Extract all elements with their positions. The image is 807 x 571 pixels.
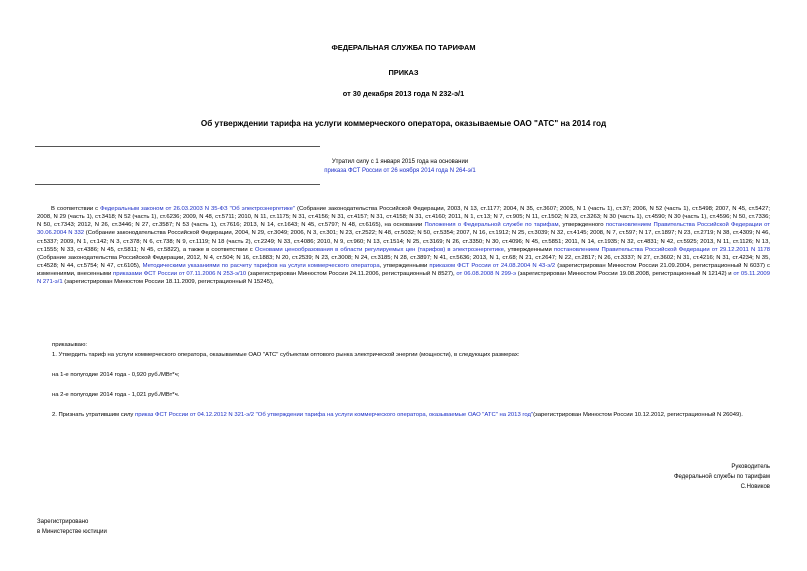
preamble-text: (зарегистрирован Минюстом России 24.11.2006, регистрационный N 8527), (246, 271, 457, 278)
registration-block (37, 518, 107, 538)
regulation-link[interactable]: Положения о Федеральной службе по тарифам (424, 222, 559, 229)
preamble-text: (Собрание законодательства Российской Федерации, 2012, N 4, ст.504; N 16, ст.1883; N 20, ст.2539; N 23, ст.3008; N 24, ст.3185; N 28, ст.3897; N 41, ст.5636; 2013, N 1, ст.68; N 21, ст.2647; N 22, ст.2817; N 26, ст.3337; N 27, ст.3602; N 31, ст.4216; N 31, ст.4234; N 35, ст.4528; N 44, ст.5754; N 47, ст.6105), (37, 254, 770, 270)
signer-org: Федеральной службы по тарифам (674, 473, 770, 480)
divider-top (35, 146, 320, 147)
methodology-link[interactable]: Методическими указаниями по расчету тарифов на услуги коммерческого оператора (142, 263, 380, 270)
document-title: Об утверждении тарифа на услуги коммерческого оператора, оказываемые ОАО "АТС" на 2014 год (200, 119, 607, 128)
repeal-note-text: Утратил силу с 1 января 2015 года на основании (331, 159, 469, 165)
order-253-link[interactable]: приказами ФСТ России от 07.11.2006 N 253-э/10 (113, 271, 247, 278)
signer-role: Руководитель (731, 464, 770, 470)
preamble-text: В соответствии с (51, 206, 101, 212)
order-43-link[interactable]: приказом ФСТ России от 24.08.2004 N 43-э/2 (429, 263, 556, 270)
tariff-half-1: на 1-е полугодие 2014 года - 0,920 руб./МВт*ч; (52, 372, 180, 378)
order-item-2-text: (зарегистрирован Минюстом России 10.12.2012, регистрационный N 26049). (533, 412, 743, 418)
preamble-text: (зарегистрирован Минюстом России 19.08.2008, регистрационный N 12142) и (516, 271, 734, 278)
preamble-text: , утвержденного (558, 222, 606, 229)
divider-bottom (35, 184, 320, 185)
signer-name: С.Новиков (740, 483, 770, 490)
resolution-1178-link[interactable]: постановлением Правительства Российской Федерации от 29.12.2011 N 1178 (553, 246, 771, 253)
document-date-number: от 30 декабря 2013 года N 232-э/1 (342, 89, 465, 98)
preamble (37, 205, 770, 287)
signature-block (674, 463, 770, 492)
preamble-text: (Собрание законодательства Российской Федерации, 2003, N 13, ст.1177; 2004, N 35, ст.3607; 2005, N 1 (часть 1), ст.37; 2006, N 52 (часть 1), ст.5498; 2007, N 45, ст.5427; 2008, N 29 (часть 1), ст.3418; N 52 (часть 1), ст.6236; 2009, N 48, ст.5711; 2010, N 11, ст.1175; N 31, ст.4156; N 31, ст.4157; N 31, ст.4158; N 31, ст.4160; 2011, N 1, ст.13; N 7, ст.905; N 11, ст.1502; N 23, ст.3263; N 30 (часть 1), ст.4590; N 30 (часть 1), ст.4596; N 50, ст.7336; N 50, ст.7343; 2012, N 26, ст.3446; N 27, ст.3587; N 53 (часть 1), ст.7616; 2013, N 14, ст.1643; N 45, ст.5797; N 48, ст.6165), на основании (37, 206, 771, 229)
preamble-text: (зарегистрирован Минюстом России 18.11.2009, регистрационный N 15245), (62, 279, 274, 286)
preamble-text: , утвержденными (379, 263, 430, 270)
preamble-text: (Собрание законодательства Российской Федерации, 2004, N 29, ст.3049; 2006, N 3, ст.301; N 23, ст.2522; N 48, ст.5032; N 50, ст.5354; 2007, N 16, ст.1912; N 25, ст.3039; N 32, ст.4145; 2008, N 7, ст.597; N 17, ст.1897; N 23, ст.2719; N 38, ст.4309; N 46, ст.5337; 2009, N 1, ст.142; N 3, ст.378; N 6, ст.738; N 9, ст.1119; N 18 (часть 2), ст.2249; N 33, ст.4086; 2010, N 9, ст.960; N 13, ст.1514; N 25, ст.3169; N 26, ст.3350; N 30, ст.4096; N 45, ст.5851; 2011, N 14, ст.1935; N 32, ст.4831; N 42, ст.5925; 2013, N 11, ст.1126; N 13, ст.1555; N 33, ст.4386; N 45, ст.5811; N 45, ст.5822), а также в соответствии с (37, 230, 770, 253)
repeal-note (290, 158, 510, 176)
order-299-link[interactable]: от 06.08.2008 N 299-э (456, 271, 516, 278)
registration-line-2: в Министерстве юстиции (37, 528, 107, 535)
order-item-2-text: 2. Признать утратившим силу (52, 412, 135, 418)
registration-line-1: Зарегистрировано (37, 519, 89, 525)
order-271-link[interactable]: от 05.11.2009 N 271-э/1 (37, 271, 770, 286)
document-type: ПРИКАЗ (388, 68, 419, 77)
tariff-half-2: на 2-е полугодие 2014 года - 1,021 руб./МВт*ч. (52, 392, 180, 398)
order-item-2 (37, 411, 770, 419)
preamble-text: (зарегистрирован Минюстом России 21.09.2004, регистрационный N 6037) с изменениями, внесенными (37, 263, 770, 278)
order-keyword: приказываю: (52, 342, 88, 348)
order-item-1: 1. Утвердить тариф на услуги коммерческого оператора, оказываемые ОАО "АТС" субъектам оптового рынка электрической энергии (мощности), в следующих размерах: (52, 352, 520, 358)
repeal-order-link[interactable]: приказа ФСТ России от 26 ноября 2014 года N 264-э/1 (324, 168, 476, 174)
preamble-text: , утвержденными (503, 246, 554, 253)
agency-name: ФЕДЕРАЛЬНАЯ СЛУЖБА ПО ТАРИФАМ (331, 43, 476, 52)
order-321-link[interactable]: приказ ФСТ России от 04.12.2012 N 321-э/2 "Об утверждении тарифа на услуги коммерческого оператора, оказываемые ОАО "АТС" на 2013 год" (135, 412, 534, 418)
resolution-332-link[interactable]: постановлением Правительства Российской Федерации от 30.06.2004 N 332 (37, 222, 770, 237)
pricing-basics-link[interactable]: Основами ценообразования в области регулируемых цен (тарифов) в электроэнергетике (254, 246, 504, 253)
law-link[interactable]: Федеральным законом от 26.03.2003 N 35-ФЗ "Об электроэнергетике" (100, 206, 295, 212)
